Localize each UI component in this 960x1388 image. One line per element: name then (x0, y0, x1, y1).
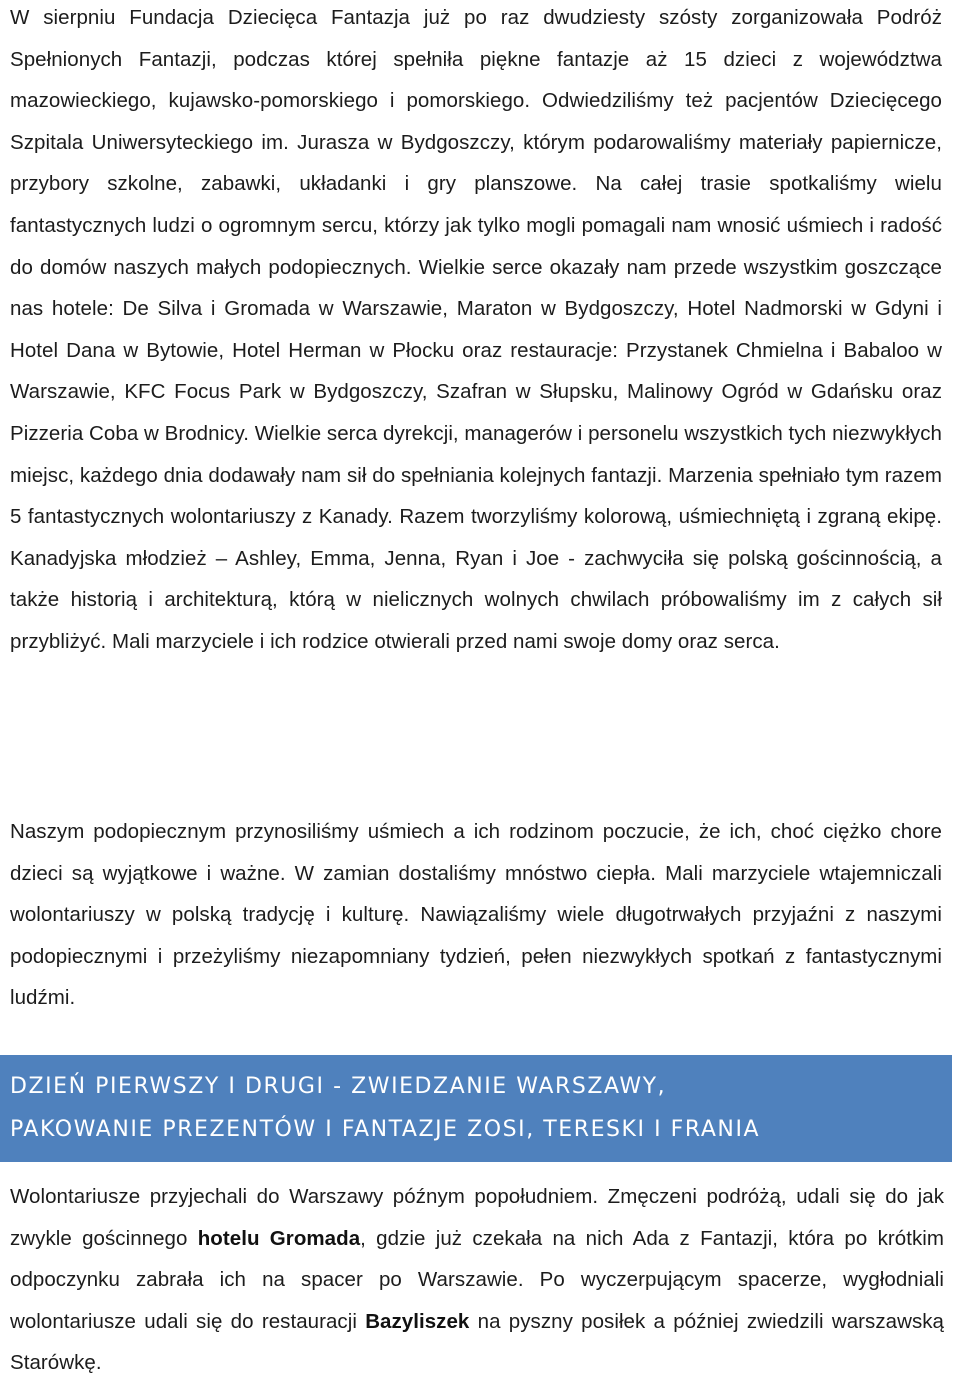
section-heading-line-1: DZIEŃ PIERWSZY I DRUGI - ZWIEDZANIE WARSZAWY, (10, 1074, 667, 1099)
day-one-text-part-2: , gdzie już czekała na nich Ada z Fantazji, która po krótkim odpoczynku zabrała ich na spacer po Warszawie. Po wyczerpującym spacerze, wygłodniali wolontariusze udali się do restauracji (10, 1226, 944, 1333)
day-one-text-part-3: na pyszny posiłek a później zwiedzili warszawską Starówkę. (10, 1309, 944, 1375)
intro-paragraph: W sierpniu Fundacja Dziecięca Fantazja już po raz dwudziesty szósty zorganizowała Podróż Spełnionych Fantazji, podczas której spełniła piękne fantazje aż 15 dzieci z województwa mazowieckiego, kujawsko-pomorskiego i pomorskiego. Odwiedziliśmy też pacjentów Dziecięcego Szpitala Uniwersyteckiego im. Jurasza w Bydgoszczy, którym podarowaliśmy materiały papiernicze, przybory szkolne, zabawki, układanki i gry planszowe. Na całej trasie spotkaliśmy wielu fantastycznych ludzi o ogromnym sercu, którzy jak tylko mogli pomagali nam wnosić uśmiech i radość do domów naszych małych podopiecznych. Wielkie serce okazały nam przede wszystkim goszczące nas hotele: De Silva i Gromada w Warszawie, Maraton w Bydgoszczy, Hotel Nadmorski w Gdyni i Hotel Dana w Bytowie, Hotel Herman w Płocku oraz restauracje: Przystanek Chmielna i Babaloo w Warszawie, KFC Focus Park w Bydgoszczy, Szafran w Słupsku, Malinowy Ogród w Gdańsku oraz Pizzeria Coba w Brodnicy. Wielkie serca dyrekcji, managerów i personelu wszystkich tych niezwykłych miejsc, każdego dnia dodawały nam sił do spełniania kolejnych fantazji. Marzenia spełniało tym razem 5 fantastycznych wolontariuszy z Kanady. Razem tworzyliśmy kolorową, uśmiechniętą i zgraną ekipę. Kanadyjska młodzież – Ashley, Emma, Jenna, Ryan i Joe - zachwyciła się polską gościnnością, a także historią i architekturą, którą w nielicznych wolnych chwilach próbowaliśmy im z całych sił przybliżyć. Mali marzyciele i ich rodzice otwierali przed nami swoje domy oraz serca. (10, 6, 942, 653)
day-one-text-part-1: Wolontariusze przyjechali do Warszawy późnym popołudniem. Zmęczeni podróżą, udali się do jak zwykle gościnnego (10, 1185, 944, 1250)
section-heading-line-2: PAKOWANIE PREZENTÓW I FANTAZJE ZOSI, TERESKI I FRANIA (10, 1117, 761, 1142)
section-heading-banner (0, 1055, 952, 1162)
restaurant-name: Bazyliszek (365, 1309, 470, 1333)
hotel-name: hotelu Gromada (197, 1226, 361, 1250)
gratitude-paragraph: Naszym podopiecznym przynosiliśmy uśmiech a ich rodzinom poczucie, że ich, choć ciężko chore dzieci są wyjątkowe i ważne. W zamian dostaliśmy mnóstwo ciepła. Mali marzyciele wtajemniczali wolontariuszy w polską tradycję i kulturę. Nawiązaliśmy wiele długotrwałych przyjaźni z naszymi podopiecznymi i przeżyliśmy niezapomniany tydzień, pełen niezwykłych spotkań z fantastycznymi ludźmi. (10, 820, 942, 1010)
day-one-paragraph (10, 1176, 944, 1384)
